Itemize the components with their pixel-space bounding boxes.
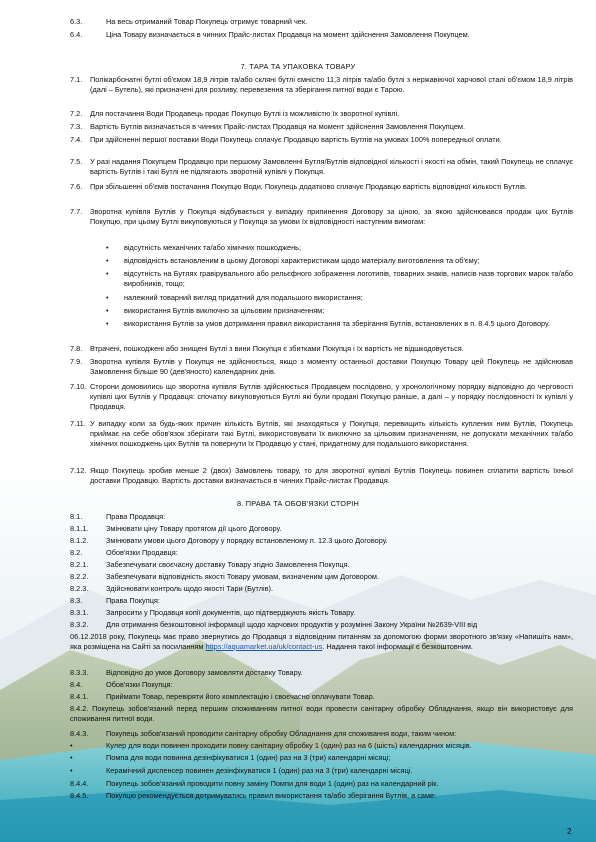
clause-number: 8.4.1. [70,692,89,701]
clause-number: 8.3.3. [70,668,89,677]
requirement-text: відповідність встановленим в цьому Договорі характеристикам щодо матеріалу виготовлення та об'єму; [124,256,480,265]
clause-number: 8.2.1. [70,560,89,569]
clause-text: Змінювати ціну Товару протягом дії цього Договору. [106,524,282,533]
clause-number: 8.4.4. [70,779,89,788]
sanitation-text: Керамічний диспенсер повинен дезінфікуватися 1 (один) раз на 3 (три) календарні місяці. [106,766,413,775]
clause-number: 7.11. [70,419,86,428]
clause-number: 7.8. [70,344,83,353]
clause-number: 8.1. [70,512,83,521]
bullet-icon: • [70,766,73,775]
clause-text: Забезпечувати своєчасну доставку Товару згідно Замовлення Покупця. [106,560,350,569]
clause-text: Зворотна купівля Бутлів у Покупця не здійснюється, якщо з моменту останньої доставки Покупцю Товару цей Покупець не здійснював Замовлення більше 90 (дев'яносто) календарних днів. [90,357,573,376]
clause-text: Зворотна купівля Бутлів у Покупця відбувається у випадку припинення Договору за ціною, за якою здійснювався продаж цих Бутлів Покупцю, при цьому Бутлі викуповуються у Покупця за умови їх відповідності наступним вимогам: [90,207,573,226]
clause-number: 8.1.1. [70,524,89,533]
clause-text: Ціна Товару визначається в чинних Прайс-листах Продавця на момент здійснення Замовлення Покупцем. [106,30,470,39]
clause-number: 7.7. [70,207,83,216]
clause-text: Здійснювати контроль щодо якості Тари (Бутлів). [106,584,273,593]
clause-text: Покупцю рекомендується дотримуватись правил використання та/або зберігання Бутлів, а саме: [106,791,437,800]
contact-us-link[interactable]: https://aquamarket.ua/uk/contact-us [205,641,323,651]
sanitation-text: Кулер для води повинен проходити повну санітарну обробку 1 (один) раз на 6 (шість) календарних місяців. [106,741,472,750]
clause-text: Обов'язки Продавця: [106,548,178,557]
clause-number: 7.3. [70,122,83,131]
clause-text: Покупець зобов'язаний проводити санітарну обробку Обладнання для споживання води, таким чином: [106,729,457,738]
requirement-text: відсутність механічних та/або хімічних пошкоджень; [124,243,302,252]
clause-number: 6.4. [70,30,83,39]
clause-text: У випадку коли за будь-яких причин кількість Бутлів, які знаходяться у Покупця, перевищить кількість куплених ним Бутлів, Покупець приймає на себе обов'язок зберігати такі Бутлі, використовувати їх виключно за цільовим призначенням, не допускати механічних та/або хімічних пошкоджень цих Бутлів та повернути їх Продавцю у стані, придатному для подальшого використання. [90,419,573,448]
bullet-icon: • [106,306,109,315]
clause-text: Змінювати умови цього Договору у порядку встановленому п. 12.3 цього Договору. [106,536,388,545]
requirement-text: відсутність на Бутлях гравірувального або рельєфного зображення логотипів, товарних знаків, написів назв торгових марок та/або виробників, тощо; [124,269,573,288]
clause-number: 8.4. [70,680,83,689]
clause-number: 8.2. [70,548,83,557]
clause-text: Якщо Покупець зробив менше 2 (двох) Замовлень товару, то для зворотної купівлі Бутлів Покупець повинен сплатити вартість їхньої доставки Продавцю. Вартість доставки визначається в чинних Прайс-листах Продавця. [90,466,573,485]
clause-text: Запросити у Продавця копії документів, що підтверджують якість Товару. [106,608,356,617]
bullet-icon: • [70,741,73,750]
clause-text: Сторони домовились що зворотна купівля Бутлів здійснюється Продавцем послідовно, у хронологічному порядку відповідно до черговості купівлі цих Бутлів у Продавця: спочатку викуповуються Бутлі які були продані Покупцю раніше, а далі – у порядку послідовності їх купівлі у Продавця. [90,382,573,411]
clause-text: Покупець зобов'язаний проводити повну заміну Помпи для води 1 (один) раз на календарний рік. [106,779,439,788]
clause-number: 8.4.5. [70,791,89,800]
clause-8-3-2-continued [70,632,573,652]
clause-number: 7.2. [70,109,83,118]
clause-text: При збільшенні об'ємів постачання Покупцю Води, Покупець додатково сплачує Продавцю вартість відповідної кількості Бутлів. [90,182,527,191]
clause-text: Для отримання безкоштовної інформації щодо харчових продуктів у розумінні Закону України №2639-VIII від [106,620,478,629]
requirement-text: використання Бутлів за умов дотримання правил використання та зберігання Бутлів, встановлених в п. 8.4.5 цього Договору. [124,319,551,328]
clause-text: 06.12.2018 року, Покупець має право звернутись до Продавця з відповідним питанням за допомогою форми зворотного зв'язку «Напишіть нам», яка розміщена на Сайті за посиланням [70,632,573,651]
requirement-text: належний товарний вигляд придатний для подальшого використання; [124,293,363,302]
clause-text: Відповідно до умов Договору замовляти доставку Товару. [106,668,303,677]
bullet-icon: • [106,256,109,265]
clause-text: Вартість Бутлів визначається в чинних Прайс-листах Продавця на момент здійснення Замовлення Покупцем. [90,122,466,131]
section-8-heading: 8. ПРАВА ТА ОБОВ'ЯЗКИ СТОРІН [236,499,360,508]
bullet-icon: • [106,243,109,252]
clause-8-4-2: 8.4.2. Покупець зобов'язаний перед першим споживанням питної води провести санітарну обробку Обладнання, якщо він використовує для споживання питної води. [70,704,573,723]
clause-number: 7.5. [70,157,83,166]
section-7-heading: 7. ТАРА ТА УПАКОВКА ТОВАРУ [240,62,356,71]
clause-text: Обов'язки Покупця: [106,680,173,689]
clause-text: На весь отриманий Товар Покупець отримує товарний чек. [106,17,308,26]
clause-text: Для постачання Води Продавець продає Покупцю Бутлі із можливістю їх зворотної купівлі. [90,109,400,118]
clause-number: 8.4.3. [70,729,89,738]
clause-number: 6.3. [70,17,83,26]
clause-number: 8.3.1. [70,608,89,617]
clause-text: Приймати Товар, перевіряти його комплектацію і своєчасно оплачувати Товар. [106,692,375,701]
clause-number: 7.4. [70,135,83,144]
clause-number: 8.2.2. [70,572,89,581]
clause-text: У разі надання Покупцем Продавцю при першому Замовленні Бутля/Бутлів відповідної кількості і якості на обмін, такий Покупець не сплачує вартість Бутлів і такі Бутлі не підлягають зворотній купівлі у Покупця. [90,157,573,176]
bullet-icon: • [106,293,109,302]
clause-number: 8.1.2. [70,536,89,545]
bullet-icon: • [70,753,73,762]
clause-text: Втрачені, пошкоджені або знищені Бутлі з вини Покупця є збитками Покупця і їх вартість не відшкодовується. [90,344,464,353]
clause-number: 7.12. [70,466,87,475]
clause-number: 8.3.2. [70,620,89,629]
requirement-text: використання Бутлів виключно за цільовим призначенням; [124,306,325,315]
clause-text: Права Продавця: [106,512,166,521]
clause-number: 7.1. [70,75,83,84]
clause-number: 7.9. [70,357,83,366]
sanitation-text: Помпа для води повинна дезінфікуватися 1 (один) раз на 3 (три) календарні місяці; [106,753,391,762]
clause-text: Забезпечувати відповідність якості Товару умовам, визначеним цим Договором. [106,572,380,581]
bullet-icon: • [106,269,109,278]
clause-text: . Надання такої інформації є безкоштовним. [322,641,473,651]
clause-text: Права Покупця: [106,596,160,605]
bullet-icon: • [106,319,109,328]
page-number: 2 [567,827,572,836]
clause-text: При здійсненні першої поставки Води Покупець сплачує Продавцю вартість Бутлів на умовах 100% попередньої оплати. [90,135,502,144]
clause-number: 8.2.3. [70,584,89,593]
clause-number: 7.10. [70,382,87,391]
clause-number: 7.6. [70,182,83,191]
clause-number: 8.3. [70,596,83,605]
clause-text: Полікарбонатні бутлі об'ємом 18,9 літрів та/або скляні бутлі ємністю 11,3 літрів та/або бутлі з нержавіючої харчової сталі об'ємом 18,9 літрів (далі – Бутель), які призначені для розливу, перевезення та зберігання питної води є Тарою. [90,75,573,94]
